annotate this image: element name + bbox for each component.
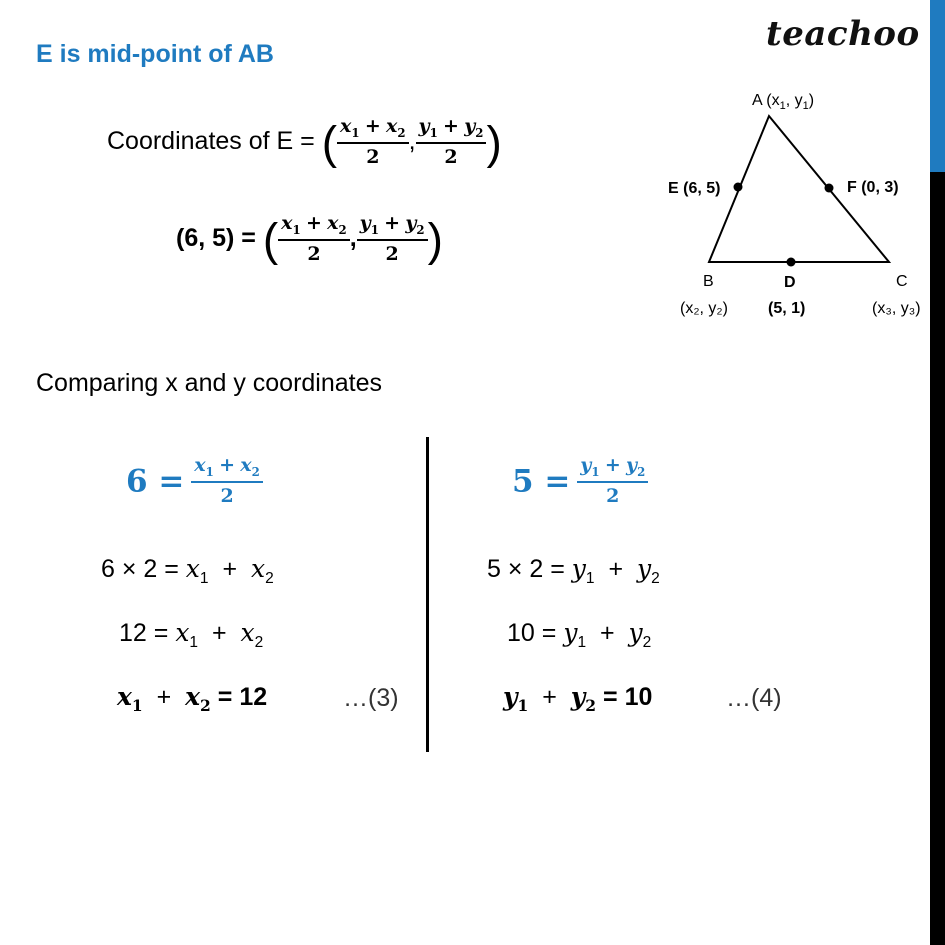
point-d — [787, 258, 796, 267]
label-b: B — [703, 273, 714, 290]
coord-b: (x₂, y₂) — [680, 300, 728, 317]
label-e: E (6, 5) — [668, 180, 721, 197]
formula-sub-lead: (6, 5) = — [176, 224, 263, 253]
close-paren: ) — [486, 116, 502, 169]
left-step-2: $12 = x_1 + x_2$ — [119, 618, 264, 651]
page-heading: E is mid-point of AB — [36, 40, 274, 68]
equation-ref-4: …(4) — [726, 684, 782, 712]
midpoint-formula: Coordinates of E = ( $\frac{x_1 + x_2}{2}$ , $\frac{y_1 + y_2}{2}$ ) — [107, 115, 502, 169]
coord-d: (5, 1) — [768, 300, 806, 317]
left-equation: 6 = $\frac{x_1 + x_2}{2}$ — [126, 455, 263, 508]
x-fraction: $\frac{x_1 + x_2}{2}$ — [191, 455, 263, 508]
label-f: F (0, 3) — [847, 179, 899, 196]
scrollbar-thumb[interactable] — [930, 0, 945, 172]
coord-c: (x₃, y₃) — [872, 300, 921, 317]
point-f — [825, 184, 834, 193]
right-step-1: $5 \times 2 = y_1 + y_2$ — [487, 554, 660, 587]
x-fraction: $\frac{x_1 + x_2}{2}$ — [278, 213, 350, 266]
column-divider — [426, 437, 429, 752]
triangle-diagram — [660, 84, 930, 324]
point-e — [734, 183, 743, 192]
x-fraction: $\frac{x_1 + x_2}{2}$ — [337, 116, 409, 169]
close-paren: ) — [427, 213, 443, 266]
right-equation: 5 = $\frac{y_1 + y_2}{2}$ — [512, 455, 648, 508]
label-c: C — [896, 273, 908, 290]
equation-ref-3: …(3) — [343, 684, 399, 712]
substituted-formula: (6, 5) = ( $\frac{x_1 + x_2}{2}$ , $\frac{y_1 + y_2}{2}$ ) — [176, 212, 443, 266]
left-step-1: $6 \times 2 = x_1 + x_2$ — [101, 554, 274, 587]
y-fraction: $\frac{y_1 + y_2}{2}$ — [357, 213, 428, 266]
right-step-2: $10 = y_1 + y_2$ — [507, 618, 652, 651]
open-paren: ( — [321, 116, 338, 169]
left-result: $x_1 + x_2 = 12$ — [117, 682, 268, 715]
y-fraction: $\frac{y_1 + y_2}{2}$ — [577, 455, 648, 508]
label-d: D — [784, 274, 796, 291]
label-a: A ($x_1$, $y_1$) — [752, 92, 815, 112]
brand-logo: teachoo — [766, 14, 920, 54]
formula-lead: Coordinates of E = — [107, 127, 322, 156]
comparing-text: Comparing x and y coordinates — [36, 369, 383, 397]
y-fraction: $\frac{y_1 + y_2}{2}$ — [416, 116, 487, 169]
open-paren: ( — [262, 213, 279, 266]
right-result: $y_1 + y_2 = 10$ — [503, 682, 653, 715]
